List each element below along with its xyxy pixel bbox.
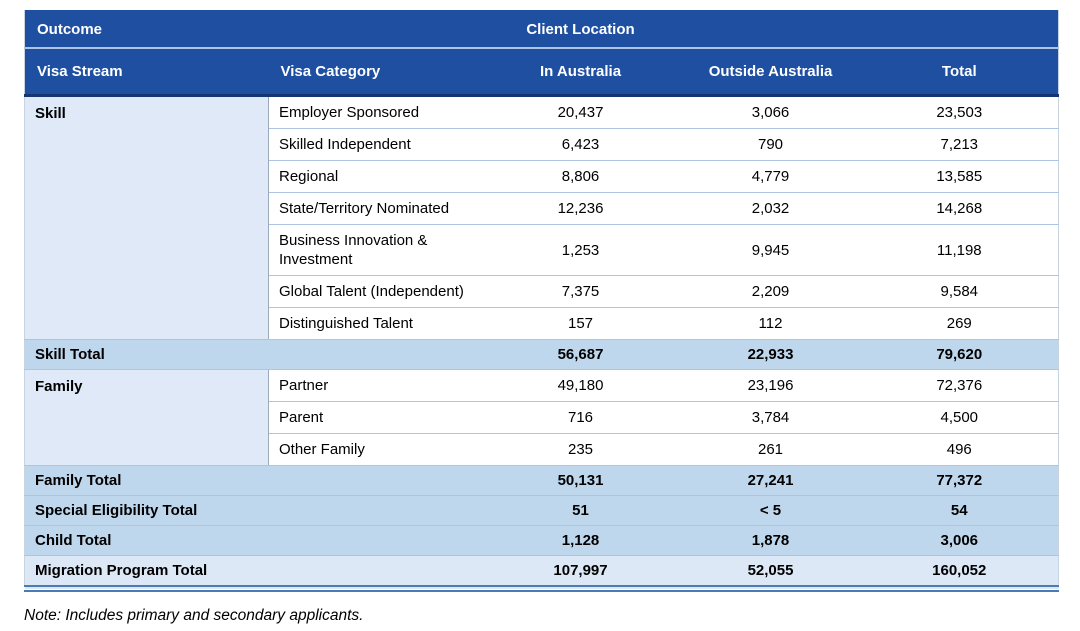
outside-australia-value: 2,032 <box>681 193 861 225</box>
outside-australia-value: 261 <box>681 434 861 466</box>
outside-australia-value: 22,933 <box>681 340 861 370</box>
total-label-cell: Migration Program Total <box>25 556 481 589</box>
total-value: 4,500 <box>861 402 1059 434</box>
category-cell: Business Innovation & Investment <box>269 225 481 276</box>
in-australia-value: 1,128 <box>481 526 681 556</box>
in-australia-value: 20,437 <box>481 96 681 129</box>
in-australia-value: 157 <box>481 308 681 340</box>
outcome-header: Outcome <box>25 10 481 48</box>
outside-australia-value: 23,196 <box>681 370 861 402</box>
outside-australia-value: 3,784 <box>681 402 861 434</box>
total-value: 77,372 <box>861 466 1059 496</box>
outside-australia-value: 52,055 <box>681 556 861 589</box>
total-value: 72,376 <box>861 370 1059 402</box>
summary-total-row <box>25 496 1059 526</box>
table-body <box>25 96 1059 589</box>
footnote: Note: Includes primary and secondary applicants. <box>24 607 364 624</box>
category-row <box>25 96 1059 129</box>
in-australia-value: 716 <box>481 402 681 434</box>
outside-australia-value: 4,779 <box>681 161 861 193</box>
in-australia-value: 49,180 <box>481 370 681 402</box>
table-header <box>25 10 1059 96</box>
stream-cell: Skill <box>25 96 269 340</box>
outside-australia-value: 1,878 <box>681 526 861 556</box>
outside-australia-value: 27,241 <box>681 466 861 496</box>
outside-australia-value: 3,066 <box>681 96 861 129</box>
total-value: 11,198 <box>861 225 1059 276</box>
in-australia-value: 56,687 <box>481 340 681 370</box>
total-header: Total <box>861 48 1059 96</box>
outside-australia-value: 790 <box>681 129 861 161</box>
in-australia-value: 7,375 <box>481 276 681 308</box>
total-label-cell: Family Total <box>25 466 481 496</box>
visa-category-header: Visa Category <box>269 48 481 96</box>
category-cell: Skilled Independent <box>269 129 481 161</box>
total-value: 79,620 <box>861 340 1059 370</box>
total-label-cell: Special Eligibility Total <box>25 496 481 526</box>
outside-australia-value: 2,209 <box>681 276 861 308</box>
header-row-outcome <box>25 10 1059 48</box>
in-australia-value: 1,253 <box>481 225 681 276</box>
outside-australia-value: 112 <box>681 308 861 340</box>
total-value: 14,268 <box>861 193 1059 225</box>
total-value: 160,052 <box>861 556 1059 589</box>
header-spacer <box>681 10 861 48</box>
category-cell: Parent <box>269 402 481 434</box>
in-australia-value: 51 <box>481 496 681 526</box>
in-australia-value: 6,423 <box>481 129 681 161</box>
in-australia-value: 12,236 <box>481 193 681 225</box>
in-australia-value: 50,131 <box>481 466 681 496</box>
header-row-columns <box>25 48 1059 96</box>
total-label-cell: Skill Total <box>25 340 481 370</box>
total-value: 13,585 <box>861 161 1059 193</box>
in-australia-value: 8,806 <box>481 161 681 193</box>
total-value: 7,213 <box>861 129 1059 161</box>
stream-total-row <box>25 466 1059 496</box>
total-label-cell: Child Total <box>25 526 481 556</box>
total-value: 23,503 <box>861 96 1059 129</box>
outside-australia-value: < 5 <box>681 496 861 526</box>
grand-total-row <box>25 556 1059 589</box>
category-cell: State/Territory Nominated <box>269 193 481 225</box>
in-australia-value: 235 <box>481 434 681 466</box>
category-cell: Global Talent (Independent) <box>269 276 481 308</box>
total-value: 54 <box>861 496 1059 526</box>
in-australia-header: In Australia <box>481 48 681 96</box>
outside-australia-value: 9,945 <box>681 225 861 276</box>
total-value: 9,584 <box>861 276 1059 308</box>
visa-stream-header: Visa Stream <box>25 48 269 96</box>
category-cell: Regional <box>269 161 481 193</box>
category-cell: Distinguished Talent <box>269 308 481 340</box>
total-value: 269 <box>861 308 1059 340</box>
summary-total-row <box>25 526 1059 556</box>
header-spacer <box>861 10 1059 48</box>
client-location-header: Client Location <box>481 10 681 48</box>
total-value: 496 <box>861 434 1059 466</box>
outside-australia-header: Outside Australia <box>681 48 861 96</box>
stream-total-row <box>25 340 1059 370</box>
in-australia-value: 107,997 <box>481 556 681 589</box>
migration-program-table <box>24 10 1059 592</box>
category-cell: Partner <box>269 370 481 402</box>
category-cell: Employer Sponsored <box>269 96 481 129</box>
category-row <box>25 370 1059 402</box>
category-cell: Other Family <box>269 434 481 466</box>
total-value: 3,006 <box>861 526 1059 556</box>
stream-cell: Family <box>25 370 269 466</box>
